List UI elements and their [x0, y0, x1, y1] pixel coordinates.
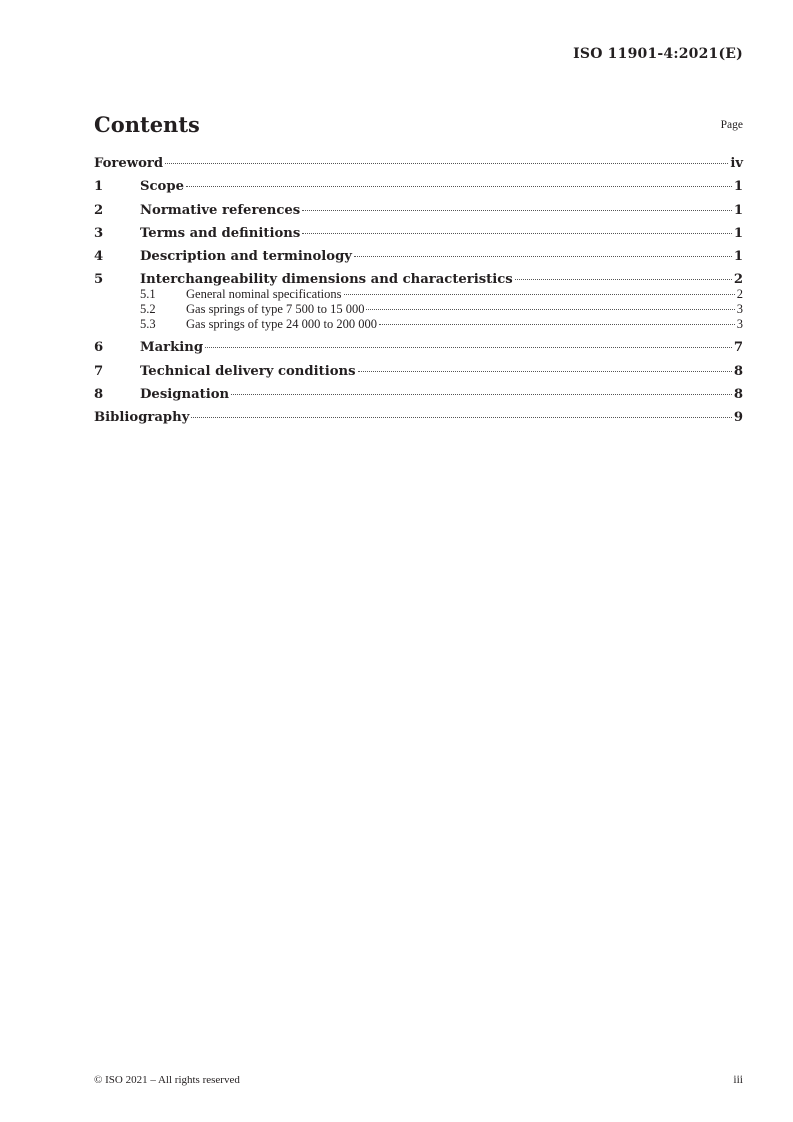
- toc-entry-page: 1: [733, 225, 743, 241]
- toc-entry-page: 7: [733, 340, 743, 356]
- toc-entry-description-and-terminology[interactable]: [94, 249, 743, 272]
- dot-leader: [515, 279, 732, 280]
- dot-leader: [186, 186, 732, 187]
- toc-entry-title: Bibliography: [94, 410, 190, 426]
- toc-entry-title: Interchangeability dimensions and characteristics: [140, 272, 513, 288]
- toc-entry-page: iv: [730, 156, 743, 171]
- document-id: ISO 11901-4:2021(E): [573, 46, 743, 62]
- toc-entry-title: Normative references: [140, 202, 301, 218]
- toc-entry-number: 5.2: [140, 302, 156, 317]
- page-number: iii: [733, 1074, 743, 1086]
- toc-entry-page: 9: [733, 410, 743, 426]
- toc-entry-page: 8: [733, 387, 743, 403]
- toc-subentry-gas-springs-7500[interactable]: [94, 302, 743, 317]
- dot-leader: [302, 210, 732, 211]
- dot-leader: [358, 371, 732, 372]
- toc-entry-page: 2: [733, 272, 743, 288]
- dot-leader: [366, 309, 734, 310]
- copyright-notice: © ISO 2021 – All rights reserved: [94, 1074, 240, 1086]
- toc-entry-number: 2: [94, 202, 104, 218]
- toc-entry-title: Scope: [140, 179, 184, 195]
- toc-entry-page: 3: [736, 302, 743, 317]
- toc-entry-scope[interactable]: [94, 179, 743, 202]
- toc-entry-bibliography[interactable]: [94, 410, 743, 433]
- toc-entry-number: 5.1: [140, 287, 156, 302]
- toc-entry-number: 6: [94, 340, 104, 356]
- toc-entry-title: Description and terminology: [140, 249, 352, 265]
- toc-entry-title: Technical delivery conditions: [140, 363, 356, 379]
- toc-entry-terms-and-definitions[interactable]: [94, 226, 743, 249]
- toc-subentry-gas-springs-24000[interactable]: [94, 317, 743, 332]
- toc-entry-normative-references[interactable]: [94, 203, 743, 226]
- page-column-label: Page: [720, 119, 743, 131]
- toc-entry-title: Marking: [140, 340, 204, 356]
- toc-entry-page: 1: [733, 202, 743, 218]
- dot-leader: [302, 233, 732, 234]
- table-of-contents: [94, 156, 743, 434]
- toc-entry-page: 3: [736, 317, 743, 332]
- toc-entry-interchangeability[interactable]: [94, 272, 743, 287]
- toc-entry-title: General nominal specifications: [186, 287, 342, 302]
- toc-entry-number: 1: [94, 179, 104, 195]
- toc-entry-number: 4: [94, 249, 104, 265]
- dot-leader: [205, 347, 732, 348]
- toc-entry-number: 8: [94, 387, 104, 403]
- toc-entry-marking[interactable]: [94, 340, 743, 363]
- toc-entry-page: 8: [733, 363, 743, 379]
- toc-group-section-5: [94, 272, 743, 332]
- dot-leader: [231, 394, 732, 395]
- toc-entry-technical-delivery-conditions[interactable]: [94, 364, 743, 387]
- toc-entry-number: 5: [94, 272, 104, 288]
- toc-entry-title: Gas springs of type 7 500 to 15 000: [186, 302, 365, 317]
- dot-leader: [344, 294, 735, 295]
- toc-entry-designation[interactable]: [94, 387, 743, 410]
- toc-entry-number: 5.3: [140, 317, 156, 332]
- dot-leader: [379, 324, 735, 325]
- toc-entry-number: 7: [94, 363, 104, 379]
- toc-entry-page: 1: [733, 249, 743, 265]
- toc-entry-title: Foreword: [94, 156, 164, 171]
- dot-leader: [191, 417, 731, 418]
- dot-leader: [354, 256, 732, 257]
- toc-entry-page: 1: [733, 179, 743, 195]
- contents-heading: Contents: [94, 112, 200, 137]
- dot-leader: [165, 163, 728, 164]
- toc-entry-foreword[interactable]: [94, 156, 743, 179]
- toc-subentry-general-nominal-specifications[interactable]: [94, 287, 743, 302]
- toc-entry-title: Gas springs of type 24 000 to 200 000: [186, 317, 377, 332]
- toc-entry-title: Terms and definitions: [140, 225, 301, 241]
- toc-entry-page: 2: [736, 287, 743, 302]
- toc-entry-number: 3: [94, 225, 104, 241]
- toc-entry-title: Designation: [140, 387, 230, 403]
